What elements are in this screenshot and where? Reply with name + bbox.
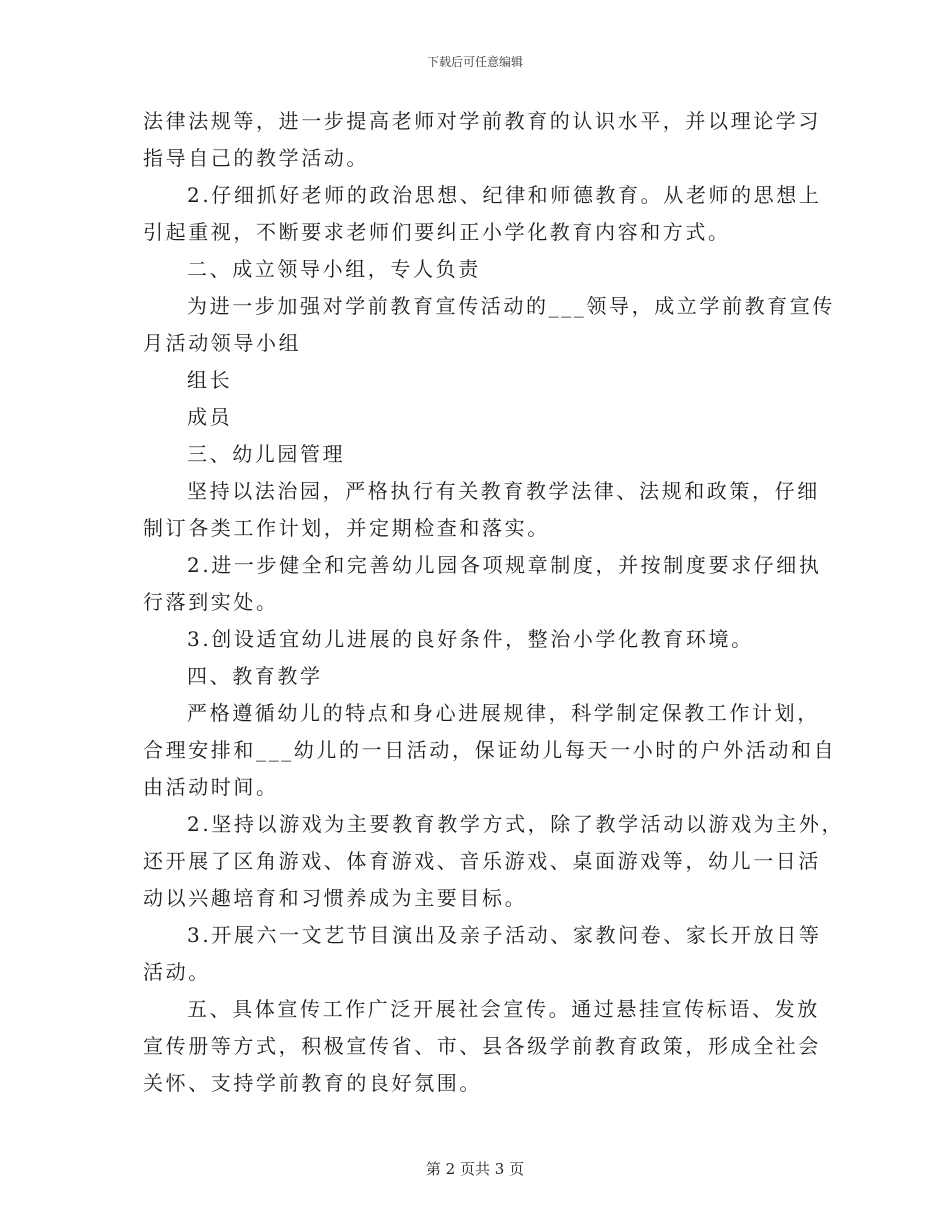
paragraph (143, 288, 835, 362)
text-line: 由活动时间。 (143, 775, 279, 799)
text-line: 成员 (187, 405, 233, 429)
text-line: 组长 (187, 368, 233, 392)
paragraph (143, 917, 822, 991)
paragraph (143, 695, 837, 806)
text-line: 合理安排和___幼儿的一日活动，保证幼儿每天一小时的户外活动和自 (143, 738, 837, 762)
text-line: 2.仔细抓好老师的政治思想、纪律和师德教育。从老师的思想上 (187, 183, 822, 207)
paragraph (143, 621, 813, 658)
text-line: 坚持以法治园，严格执行有关教育教学法律、法规和政策，仔细 (187, 479, 820, 503)
text-line: 制订各类工作计划，并定期检查和落实。 (143, 516, 550, 540)
paragraph (143, 362, 813, 399)
paragraph (143, 436, 813, 473)
text-line: 动以兴趣培育和习惯养成为主要目标。 (143, 886, 528, 910)
text-line: 二、成立领导小组，专人负责 (187, 257, 481, 281)
paragraph (143, 547, 822, 621)
paragraph (143, 177, 822, 251)
page-header: 下载后可任意编辑 (426, 55, 523, 69)
text-line: 月活动领导小组 (143, 331, 302, 355)
text-line: 四、教育教学 (187, 664, 323, 688)
text-line: 3.创设适宜幼儿进展的良好条件，整治小学化教育环境。 (187, 627, 754, 651)
text-line: 2.进一步健全和完善幼儿园各项规章制度，并按制度要求仔细执 (187, 553, 822, 577)
text-line: 严格遵循幼儿的特点和身心进展规律，科学制定保教工作计划， (187, 701, 820, 725)
text-line: 为进一步加强对学前教育宣传活动的___领导，成立学前教育宣传 (187, 294, 835, 318)
text-line: 五、具体宣传工作广泛开展社会宣传。通过悬挂宣传标语、发放 (187, 997, 820, 1021)
text-line: 3.开展六一文艺节目演出及亲子活动、家教问卷、家长开放日等 (187, 923, 822, 947)
text-line: 还开展了区角游戏、体育游戏、音乐游戏、桌面游戏等，幼儿一日活 (143, 849, 821, 873)
text-line: 法律法规等，进一步提高老师对学前教育的认识水平，并以理论学习 (143, 109, 821, 133)
paragraph (143, 103, 821, 177)
paragraph (143, 473, 820, 547)
text-line: 三、幼儿园管理 (187, 442, 346, 466)
text-line: 宣传册等方式，积极宣传省、市、县各级学前教育政策，形成全社会 (143, 1034, 821, 1058)
text-line: 引起重视，不断要求老师们要纠正小学化教育内容和方式。 (143, 220, 731, 244)
paragraph (143, 806, 845, 917)
paragraph (143, 991, 821, 1102)
document-body (143, 103, 845, 1102)
text-line: 关怀、支持学前教育的良好氛围。 (143, 1071, 482, 1095)
text-line: 行落到实处。 (143, 590, 279, 614)
text-line: 指导自己的教学活动。 (143, 146, 369, 170)
text-line: 活动。 (143, 960, 211, 984)
page-number: 第 2 页共 3 页 (425, 1160, 525, 1178)
paragraph (143, 399, 813, 436)
paragraph (143, 658, 813, 695)
text-line: 2.坚持以游戏为主要教育教学方式，除了教学活动以游戏为主外， (187, 812, 845, 836)
paragraph (143, 251, 813, 288)
